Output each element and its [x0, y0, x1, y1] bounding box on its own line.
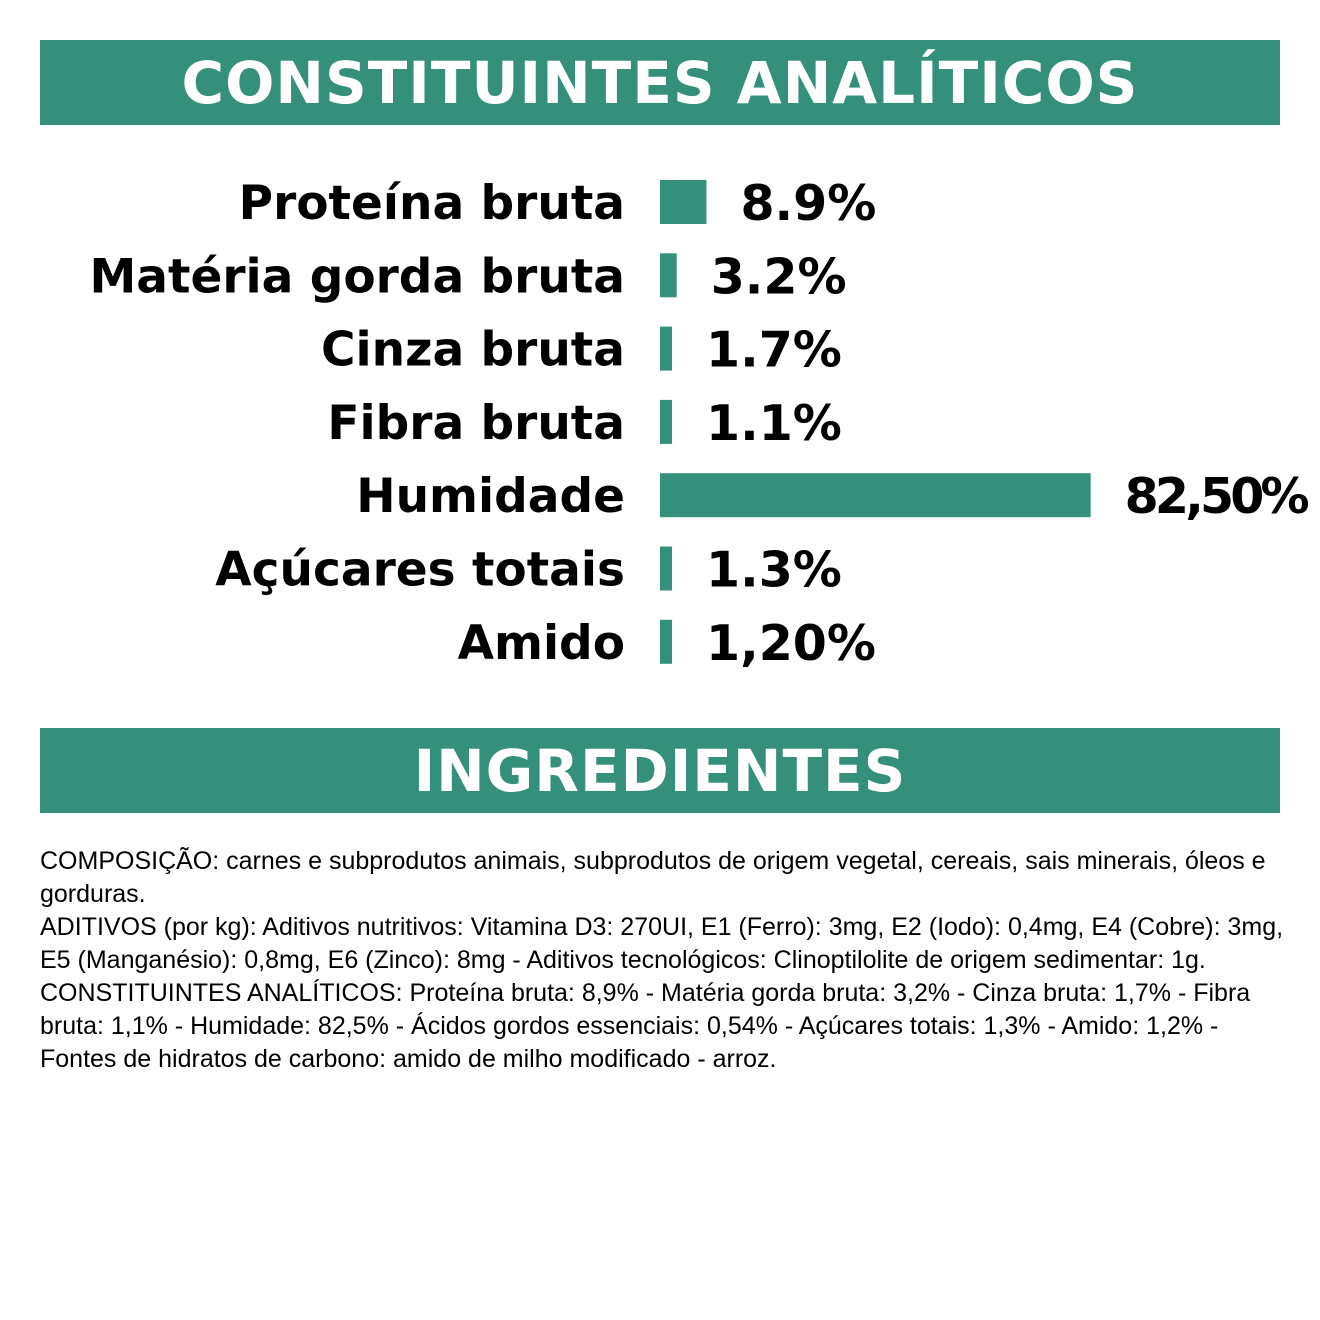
value-label: 1.1%: [706, 394, 842, 452]
analytic-constituents-banner: [40, 40, 1280, 125]
category-label: Proteína bruta: [238, 176, 625, 231]
ingredients-banner: [40, 728, 1280, 813]
value-label: 82,50%: [1124, 468, 1310, 526]
analytic-bar-chart: [0, 160, 1320, 690]
ingredients-text: [40, 845, 1290, 1076]
analytic-constituents-title: CONSTITUINTES ANALÍTICOS: [181, 48, 1139, 117]
value-label: 1.3%: [706, 541, 842, 599]
bar: [660, 327, 672, 371]
bar: [660, 547, 672, 591]
category-label: Cinza bruta: [321, 322, 625, 378]
value-label: 8.9%: [740, 175, 877, 232]
ingredients-title: INGREDIENTES: [413, 736, 907, 805]
composition-paragraph: COMPOSIÇÃO: carnes e subprodutos animais, subprodutos de origem vegetal, cereais, sais minerais, óleos e gorduras.: [40, 847, 1266, 908]
category-label: Amido: [457, 615, 625, 671]
bar: [660, 473, 1091, 517]
category-label: Matéria gorda bruta: [89, 249, 625, 305]
category-label: Humidade: [356, 469, 625, 525]
value-label: 1,20%: [706, 614, 876, 672]
value-label: 3.2%: [710, 248, 847, 306]
constituents-paragraph: CONSTITUINTES ANALÍTICOS: Proteína bruta: 8,9% - Matéria gorda bruta: 3,2% - Cinza bruta: 1,7% - Fibra bruta: 1,1% - Humidade: 82,5% - Ácidos gordos essenciais: 0,54% - Açúcares totais: 1,3% - Amido: 1,2% - Fontes de hidratos de carbono: amido de milho modificado - arroz.: [40, 979, 1251, 1073]
bar: [660, 400, 672, 444]
additives-paragraph: ADITIVOS (por kg): Aditivos nutritivos: Vitamina D3: 270UI, E1 (Ferro): 3mg, E2 (Iodo): 0,4mg, E4 (Cobre): 3mg, E5 (Manganésio): 0,8mg, E6 (Zinco): 8mg - Aditivos tecnológicos: Clinoptilolite de origem sedimentar: 1g.: [40, 913, 1284, 974]
category-label: Fibra bruta: [327, 395, 625, 451]
bar: [660, 253, 677, 297]
value-label: 1.7%: [706, 321, 842, 379]
bar: [660, 620, 672, 664]
category-label: Açúcares totais: [215, 542, 625, 598]
bar: [660, 180, 706, 224]
